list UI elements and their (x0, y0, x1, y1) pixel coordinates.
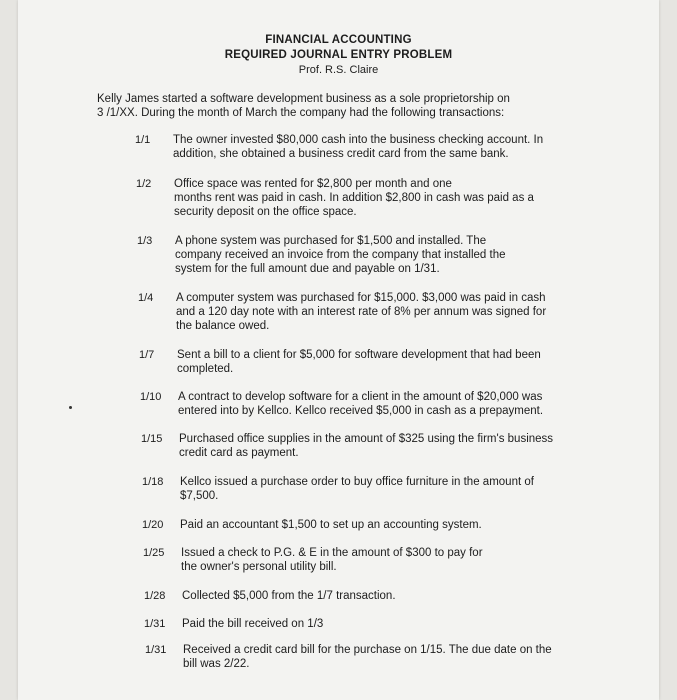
transaction-description (179, 432, 589, 460)
description-line: the balance owed. (176, 320, 270, 332)
description-line: Issued a check to P.G. & E in the amount of $300 to pay for (181, 547, 483, 559)
transaction-description (174, 177, 584, 219)
description-line: system for the full amount due and payable on 1/31. (175, 263, 440, 275)
description-line: Received a credit card bill for the purchase on 1/15. The due date on the (183, 644, 552, 656)
transaction-item (141, 432, 589, 460)
transaction-date: 1/15 (141, 433, 163, 445)
description-line: A computer system was purchased for $15,000. $3,000 was paid in cash (176, 292, 546, 304)
description-line: company received an invoice from the company that installed the (175, 249, 506, 261)
transaction-item (143, 546, 591, 574)
description-line: Office space was rented for $2,800 per month and one (174, 178, 452, 190)
transaction-description (182, 589, 592, 603)
description-line: A contract to develop software for a client in the amount of $20,000 was (178, 391, 543, 403)
transaction-item (144, 589, 592, 603)
transaction-date: 1/2 (136, 178, 152, 190)
document-author: Prof. R.S. Claire (298, 64, 379, 76)
intro-line: 3 /1/XX. During the month of March the company had the following transactions: (97, 107, 505, 119)
description-line: addition, she obtained a business credit card from the same bank. (173, 148, 509, 160)
description-line: The owner invested $80,000 cash into the business checking account. In (173, 134, 544, 146)
description-line: Sent a bill to a client for $5,000 for software development that had been (177, 349, 541, 361)
description-line: the owner's personal utility bill. (181, 561, 337, 573)
transaction-item (135, 133, 583, 161)
intro-paragraph (97, 92, 597, 120)
transaction-date: 1/3 (137, 235, 153, 247)
description-line: Paid the bill received on 1/3 (182, 618, 324, 630)
description-line: $7,500. (180, 490, 219, 502)
transaction-item (142, 518, 590, 532)
transaction-description (182, 617, 592, 631)
description-line: Paid an accountant $1,500 to set up an accounting system. (180, 519, 482, 531)
transaction-date: 1/10 (140, 391, 162, 403)
transaction-date: 1/1 (135, 134, 151, 146)
description-line: credit card as payment. (179, 447, 299, 459)
transaction-description (178, 390, 588, 418)
description-line: months rent was paid in cash. In addition $2,800 in cash was paid as a (174, 192, 534, 204)
transaction-item (139, 348, 587, 376)
transaction-date: 1/18 (142, 476, 164, 488)
description-line: entered into by Kellco. Kellco received $5,000 in cash as a prepayment. (178, 405, 544, 417)
transaction-description (173, 133, 583, 161)
transaction-date: 1/7 (139, 349, 155, 361)
transaction-description (180, 475, 590, 503)
transaction-item (145, 643, 593, 671)
description-line: completed. (177, 363, 234, 375)
transaction-description (177, 348, 587, 376)
transaction-item (144, 617, 592, 631)
transaction-date: 1/28 (144, 590, 166, 602)
description-line: bill was 2/22. (183, 658, 250, 670)
description-line: Collected $5,000 from the 1/7 transaction. (182, 590, 396, 602)
transaction-date: 1/31 (144, 618, 166, 630)
transaction-date: 1/20 (142, 519, 164, 531)
description-line: security deposit on the office space. (174, 206, 357, 218)
document-page (18, 0, 659, 700)
document-title: FINANCIAL ACCOUNTING (265, 34, 412, 46)
transaction-description (183, 643, 593, 671)
transaction-date: 1/31 (145, 644, 167, 656)
description-line: Kellco issued a purchase order to buy office furniture in the amount of (180, 476, 534, 488)
transaction-item (142, 475, 590, 503)
document-header (18, 33, 659, 78)
transaction-item (140, 390, 588, 418)
intro-line: Kelly James started a software development business as a sole proprietorship on (97, 93, 510, 105)
document-subtitle: REQUIRED JOURNAL ENTRY PROBLEM (224, 49, 453, 61)
transaction-description (175, 234, 585, 276)
transaction-date: 1/4 (138, 292, 154, 304)
transaction-description (180, 518, 590, 532)
transaction-description (176, 291, 586, 333)
description-line: A phone system was purchased for $1,500 and installed. The (175, 235, 487, 247)
transaction-description (181, 546, 591, 574)
transaction-date: 1/25 (143, 547, 165, 559)
description-line: Purchased office supplies in the amount of $325 using the firm's business (179, 433, 554, 445)
stray-mark (69, 406, 72, 409)
transaction-item (137, 234, 585, 276)
description-line: and a 120 day note with an interest rate of 8% per annum was signed for (176, 306, 547, 318)
transaction-item (138, 291, 586, 333)
transaction-item (136, 177, 584, 219)
